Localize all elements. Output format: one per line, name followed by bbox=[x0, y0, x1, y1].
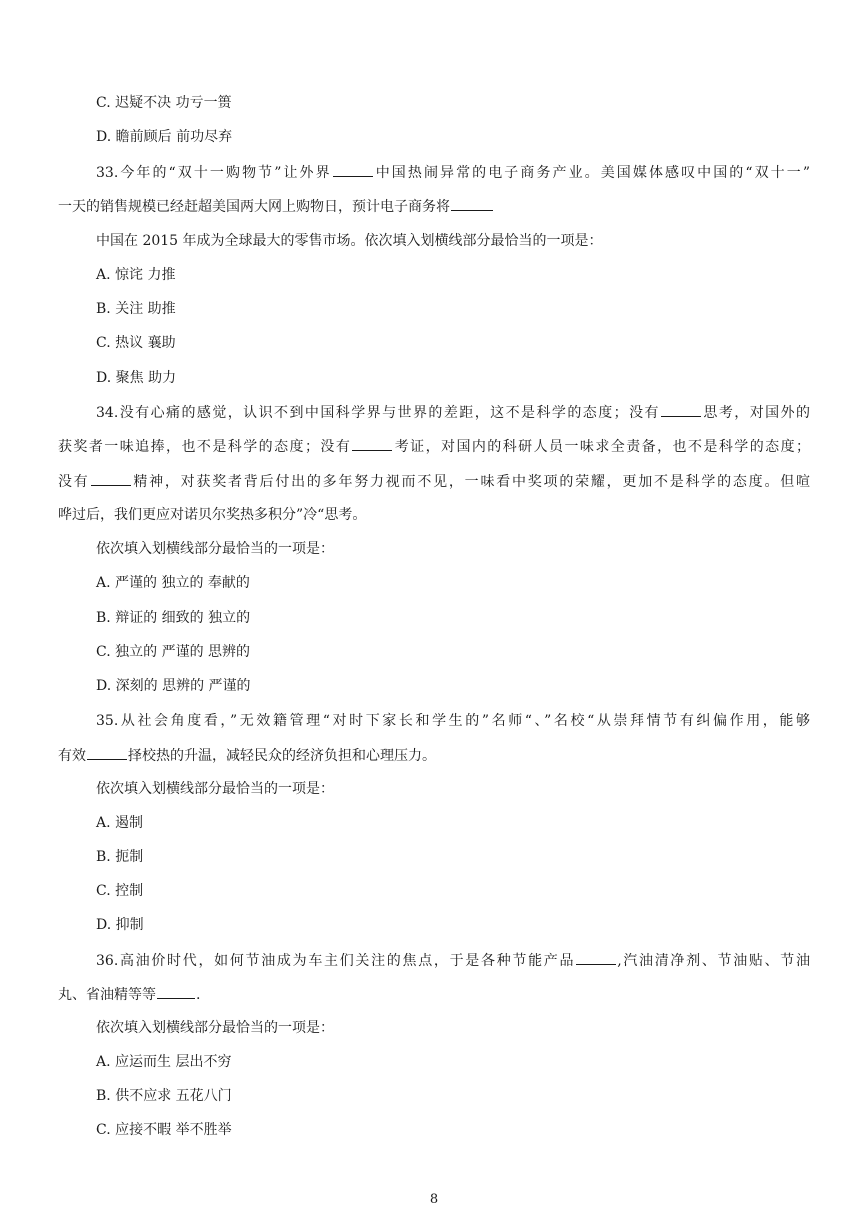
q33-option-b: B. 关注 助推 bbox=[96, 301, 176, 317]
q36-stem-line1: 36.高油价时代，如何节油成为车主们关注的焦点，于是各种节能产品 ,汽油清净剂、节油贴、节油 bbox=[96, 950, 810, 971]
q36-stem-line2: 丸、省油精等等 . bbox=[58, 984, 810, 1005]
q34-option-a: A. 严谨的 独立的 奉献的 bbox=[96, 575, 250, 591]
q36-option-a: A. 应运而生 层出不穷 bbox=[96, 1054, 232, 1070]
q35-stem-line2: 有效 择校热的升温，减轻民众的经济负担和心理压力。 bbox=[58, 745, 810, 766]
q36-prompt: 依次填入划横线部分最恰当的一项是： bbox=[96, 1020, 334, 1036]
q36-option-c: C. 应接不暇 举不胜举 bbox=[96, 1122, 232, 1138]
q32-option-d: D. 瞻前顾后 前功尽弃 bbox=[96, 129, 233, 145]
q35-blank-1 bbox=[87, 745, 127, 760]
q33-stem-line1: 33.今年的“双十一购物节”让外界 中国热闹异常的电子商务产业。美国媒体感叹中国的“双十一” bbox=[96, 162, 810, 183]
q34-option-c: C. 独立的 严谨的 思辨的 bbox=[96, 644, 251, 660]
q34-prompt: 依次填入划横线部分最恰当的一项是： bbox=[96, 541, 334, 557]
q34-blank-1 bbox=[661, 402, 701, 417]
q33-blank-2 bbox=[451, 196, 493, 211]
page-number: 8 bbox=[429, 1192, 439, 1207]
q34-blank-3 bbox=[91, 471, 131, 486]
q35-option-b: B. 扼制 bbox=[96, 849, 144, 865]
q35-stem-line1: 35.从社会角度看，”无效籍管理“对时下家长和学生的”名师“、”名校“从崇拜情节有纠偏作用，能够 bbox=[96, 713, 810, 729]
q33-option-d: D. 聚焦 助力 bbox=[96, 370, 177, 386]
q35-option-c: C. 控制 bbox=[96, 883, 144, 899]
q34-stem-line1: 34.没有心痛的感觉，认识不到中国科学界与世界的差距，这不是科学的态度；没有 思考，对国外的 bbox=[96, 402, 810, 423]
q36-blank-2 bbox=[157, 984, 195, 999]
q36-option-b: B. 供不应求 五花八门 bbox=[96, 1088, 232, 1104]
q34-stem-line3: 没有 精神，对获奖者背后付出的多年努力视而不见，一味看中奖项的荣耀，更加不是科学的态度。但喧 bbox=[58, 471, 810, 492]
q36-blank-1 bbox=[576, 950, 616, 965]
q33-option-c: C. 热议 襄助 bbox=[96, 335, 176, 351]
q34-option-d: D. 深刻的 思辨的 严谨的 bbox=[96, 678, 251, 694]
q33-blank-1 bbox=[333, 162, 373, 177]
q33-option-a: A. 惊诧 力推 bbox=[96, 267, 176, 283]
q33-stem-line2: 一天的销售规模已经赶超美国两大网上购物日，预计电子商务将 bbox=[58, 196, 810, 217]
q32-option-c: C. 迟疑不决 功亏一篑 bbox=[96, 95, 232, 111]
q35-option-d: D. 抑制 bbox=[96, 917, 144, 933]
q34-stem-line2: 获奖者一味追捧，也不是科学的态度；没有 考证，对国内的科研人员一味求全责备，也不是科学的态度； bbox=[58, 436, 810, 457]
q35-prompt: 依次填入划横线部分最恰当的一项是： bbox=[96, 781, 334, 797]
q34-blank-2 bbox=[352, 436, 392, 451]
q33-stem-line3: 中国在 2015 年成为全球最大的零售市场。依次填入划横线部分最恰当的一项是： bbox=[96, 233, 603, 249]
q34-option-b: B. 辩证的 细致的 独立的 bbox=[96, 610, 251, 626]
q35-option-a: A. 遏制 bbox=[96, 815, 144, 831]
q34-stem-line4: 哗过后，我们更应对诺贝尔奖热多积分”冷“思考。 bbox=[58, 507, 367, 523]
